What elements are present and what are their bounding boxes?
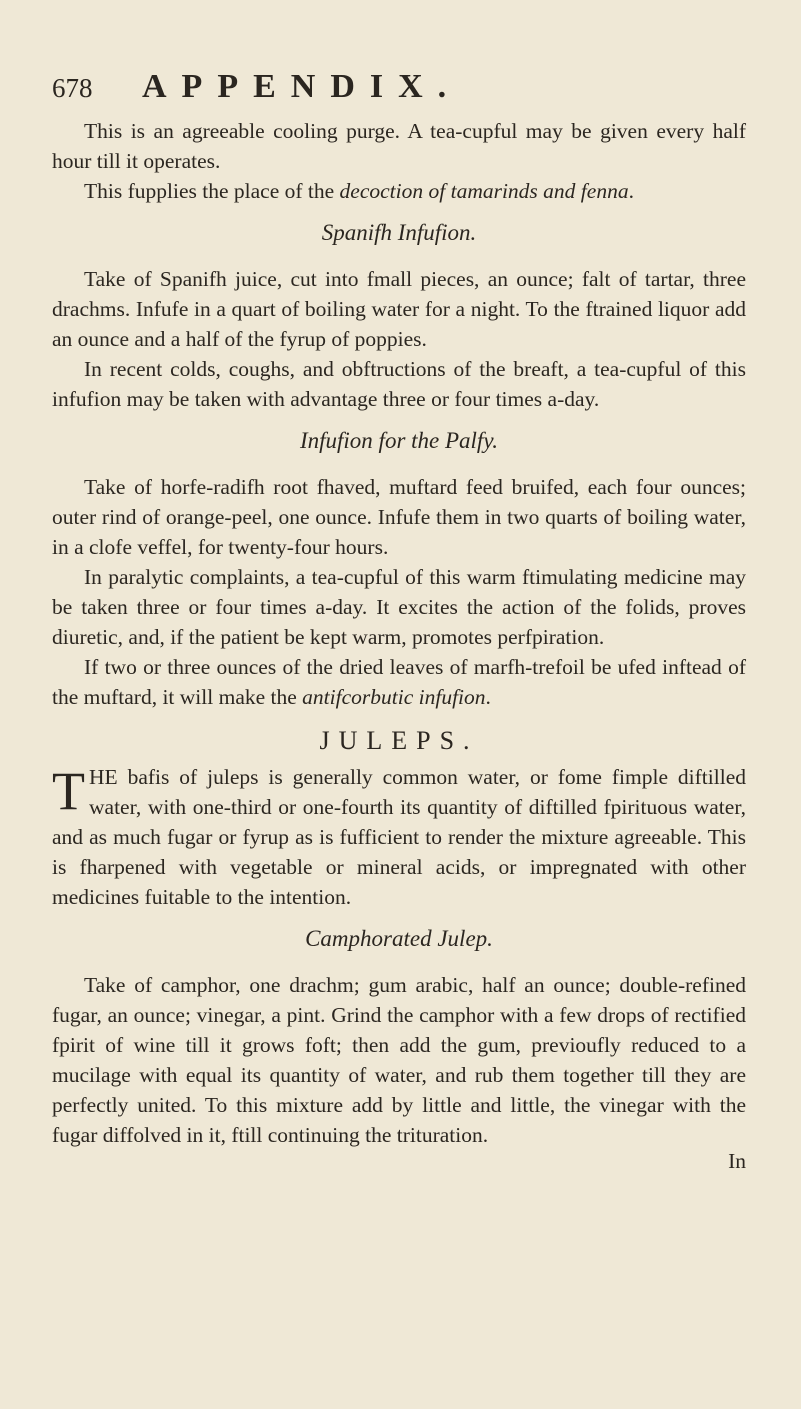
page-header: [52, 68, 746, 106]
chapter-heading: JULEPS.: [319, 726, 479, 755]
paragraph: In paralytic complaints, a tea-cupful of this warm ftimulating medicine may be taken three or four times a-day. It excites the action of the folids, proves diuretic, and, if the patient be kept warm, promotes perfpiration.: [52, 565, 746, 649]
drop-cap: T: [52, 761, 85, 821]
paragraph: This fupplies the place of the decoction of tamarinds and fenna.: [84, 179, 634, 203]
paragraph: Take of Spanifh juice, cut into fmall pieces, an ounce; falt of tartar, three drachms. Infufe in a quart of boiling water for a night. To the ftrained liquor add an ounce and a half of the fyrup of poppies.: [52, 267, 746, 351]
paragraph: Take of camphor, one drachm; gum arabic, half an ounce; double-refined fugar, an ounce; vinegar, a pint. Grind the camphor with a few drops of rectified fpirit of wine till it grows foft; then add the gum, previoufly reduced to a mucilage with equal its quantity of water, and rub them together till they are perfectly united. To this mixture add by little and little, the vinegar with the fugar diffolved in it, ftill continuing the trituration.: [52, 973, 746, 1147]
running-title: APPENDIX.: [142, 68, 462, 105]
section-heading: Infufion for the Palfy.: [299, 428, 499, 453]
page-number: 678: [52, 73, 93, 103]
paragraph: THE bafis of juleps is generally common water, or fome fimple diftilled water, with one-third or one-fourth its quantity of diftilled fpirituous water, and as much fugar or fyrup as is fufficient to render the mixture agreeable. This is fharpened with vegetable or mineral acids, or impregnated with other medicines fuitable to the intention.: [52, 761, 746, 909]
paragraph: In recent colds, coughs, and obftructions of the breaft, a tea-cupful of this infufion may be taken with advantage three or four times a-day.: [52, 357, 746, 411]
section-heading: Spanifh Infufion.: [321, 220, 477, 245]
section-heading: Camphorated Julep.: [305, 926, 493, 951]
catchword: In: [728, 1149, 746, 1173]
paragraph: Take of horfe-radifh root fhaved, muftard feed bruifed, each four ounces; outer rind of orange-peel, one ounce. Infufe them in two quarts of boiling water, in a clofe veffel, for twenty-four hours.: [52, 475, 746, 559]
paragraph: This is an agreeable cooling purge. A tea-cupful may be given every half hour till it operates.: [52, 119, 746, 173]
paragraph: If two or three ounces of the dried leaves of marfh-trefoil be ufed inftead of the muftard, it will make the antifcorbutic infufion.: [52, 655, 746, 709]
